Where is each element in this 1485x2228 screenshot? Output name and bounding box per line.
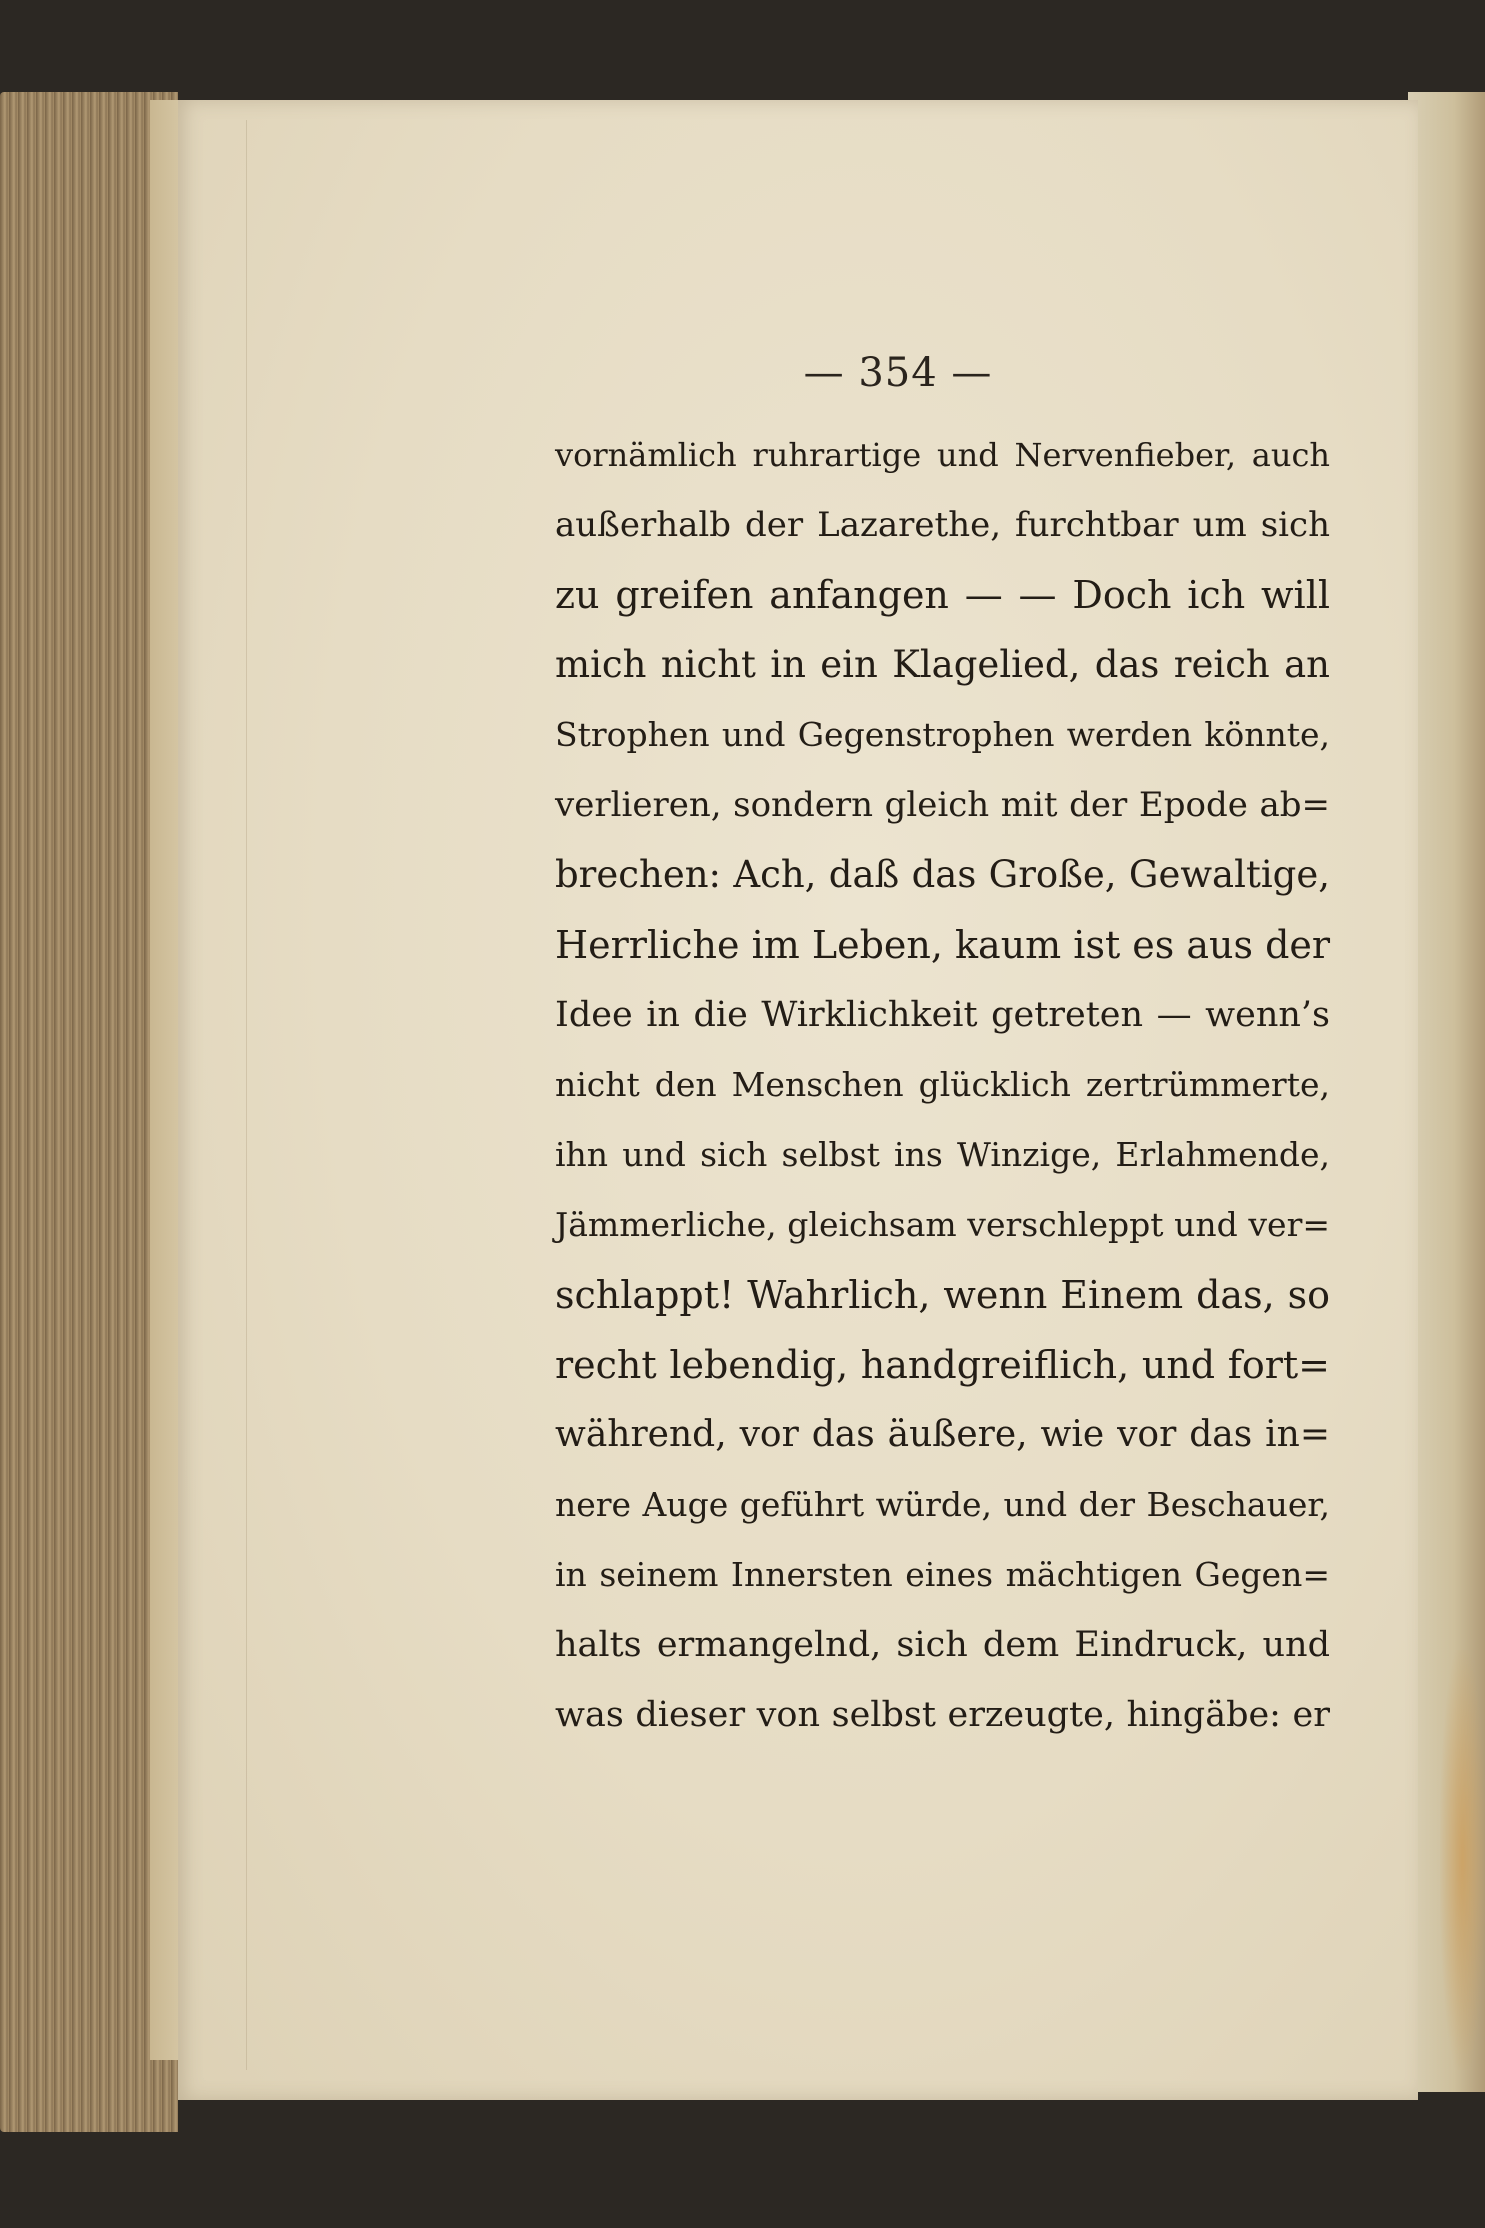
text-line: Idee in die Wirklichkeit getreten — wenn’s [555,995,1330,1035]
text-line: während, vor das äußere, wie vor das in= [555,1414,1330,1455]
text-line: Herrliche im Leben, kaum ist es aus der [555,923,1331,967]
text-line: verlieren, sondern gleich mit der Epode ab= [555,785,1330,825]
text-line: ihn und sich selbst ins Winzige, Erlahmende, [555,1135,1330,1174]
body-text [555,420,1330,1750]
text-line: was dieser von selbst erzeugte, hingäbe: er [555,1695,1330,1735]
text-line: Strophen und Gegenstrophen werden könnte, [555,715,1330,754]
paper-stain [1440,1650,1485,2070]
text-line: außerhalb der Lazarethe, furchtbar um sich [555,505,1330,545]
text-line: in seinem Innersten eines mächtigen Gegen= [555,1555,1330,1594]
page-number: — 354 — [803,350,993,396]
text-line: nicht den Menschen glücklich zertrümmerte, [555,1065,1330,1104]
text-line: Jämmerliche, gleichsam verschleppt und ver= [555,1205,1330,1244]
text-line: vornämlich ruhrartige und Nervenfieber, auch [555,436,1330,474]
text-line: mich nicht in ein Klagelied, das reich an [555,643,1330,686]
text-line: schlappt! Wahrlich, wenn Einem das, so [555,1273,1330,1317]
text-line: zu greifen anfangen — — Doch ich will [555,573,1330,617]
text-line: brechen: Ach, daß das Große, Gewaltige, [555,853,1330,896]
text-line: nere Auge geführt würde, und der Beschauer, [555,1485,1330,1524]
text-line: halts ermangelnd, sich dem Eindruck, und [555,1625,1330,1665]
text-line: recht lebendig, handgreiflich, und fort= [555,1343,1330,1387]
